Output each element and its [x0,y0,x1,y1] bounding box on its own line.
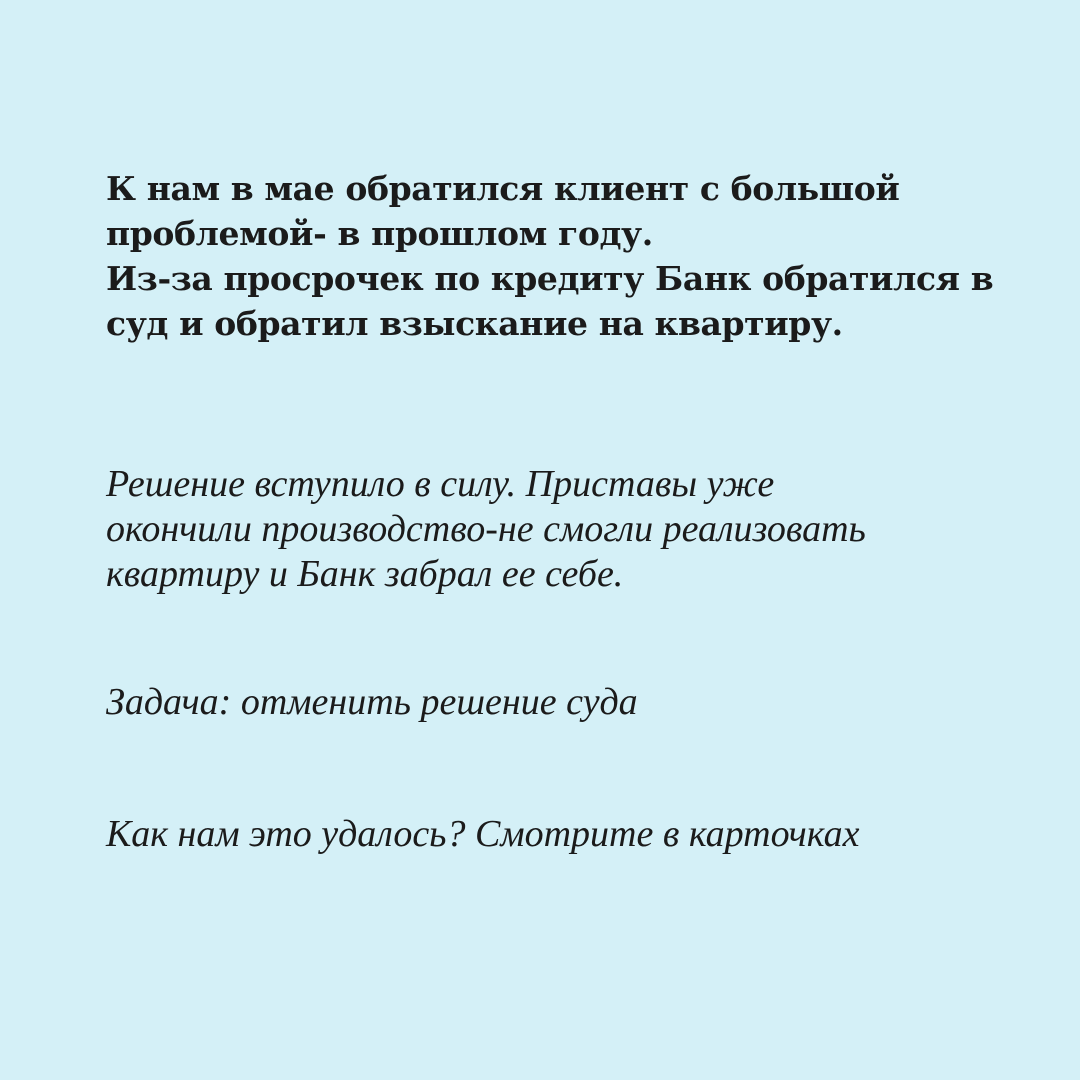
decision-line: окончили производство-не смогли реализовать [106,508,866,550]
decision-paragraph [106,462,866,597]
intro-paragraph [106,166,1006,346]
decision-line: Решение вступило в силу. Приставы уже [106,463,775,505]
call-to-action-text: Как нам это удалось? Смотрите в карточках [106,813,860,855]
intro-line: проблемой- в прошлом году. [106,214,653,253]
task-text: Задача: отменить решение суда [106,681,638,723]
intro-line: суд и обратил взыскание на квартиру. [106,304,843,343]
intro-line: К нам в мае обратился клиент с большой [106,169,900,208]
intro-line: Из-за просрочек по кредиту Банк обратился в [106,259,994,298]
decision-line: квартиру и Банк забрал ее себе. [106,553,624,595]
